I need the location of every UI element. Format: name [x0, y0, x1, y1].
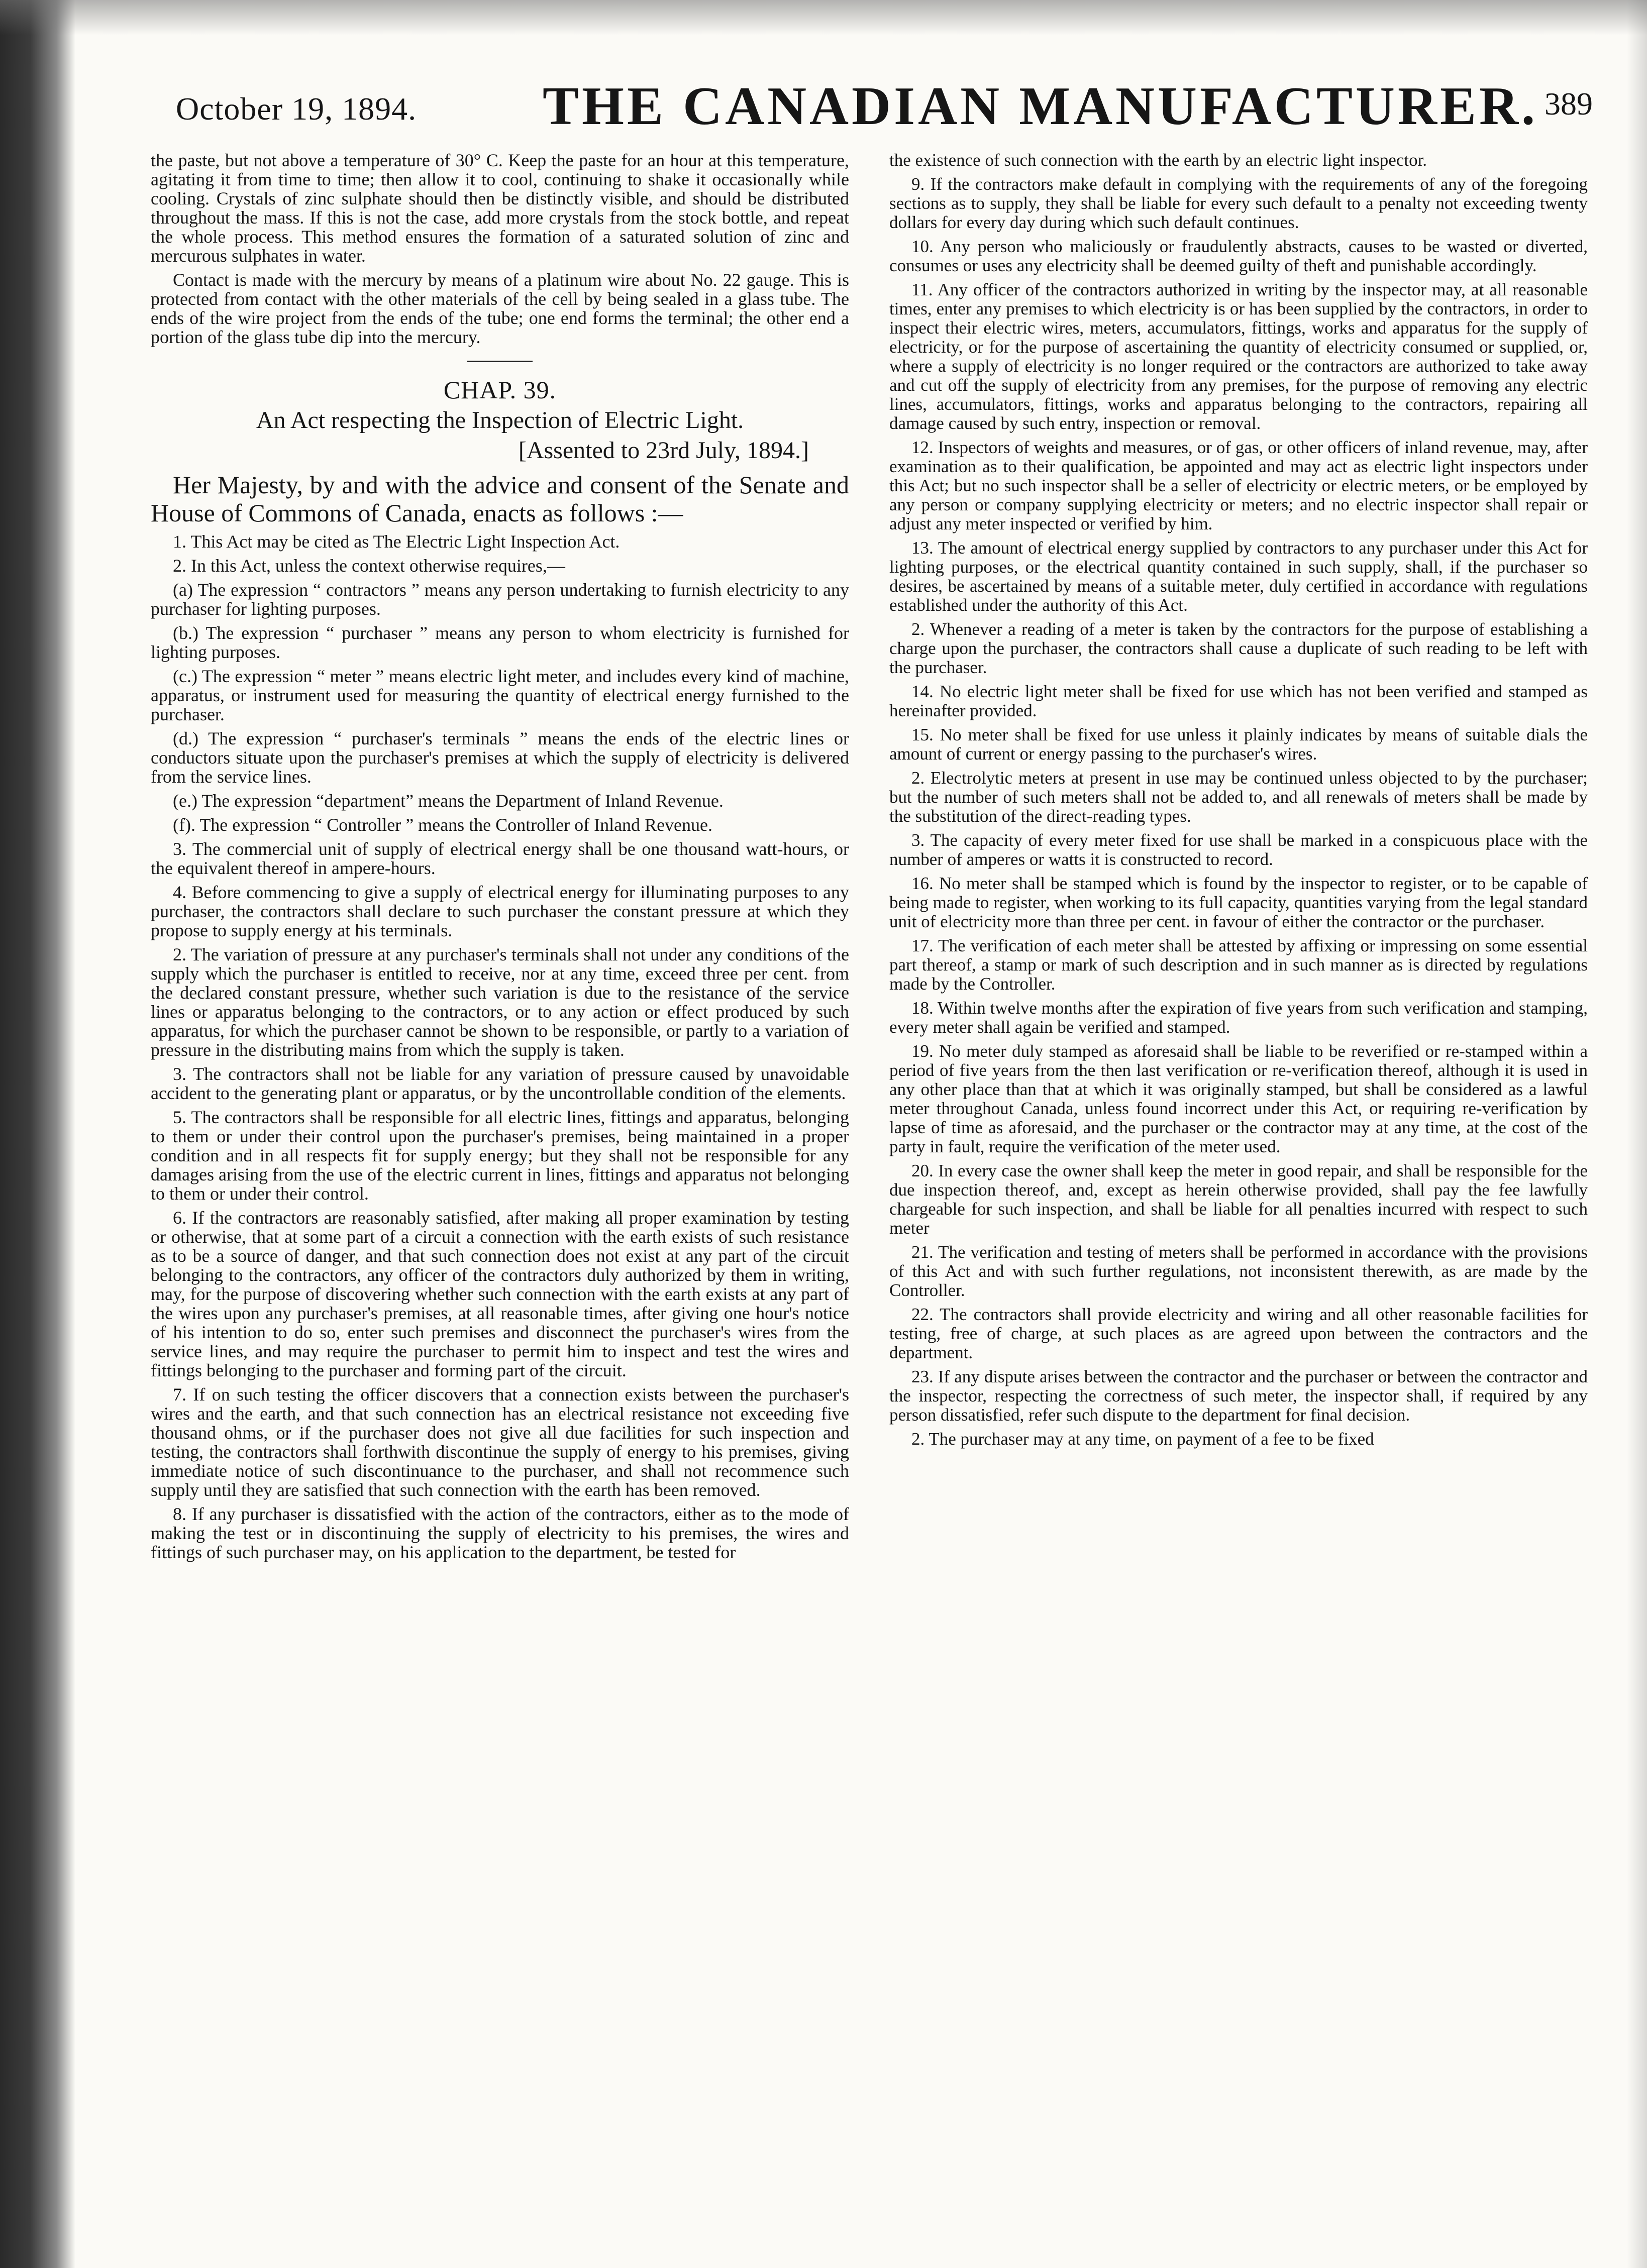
section-divider [467, 361, 533, 362]
scan-right-shadow [1627, 0, 1647, 2268]
section-paragraph: (e.) The expression “department” means the Department of Inland Revenue. [173, 791, 724, 811]
section-paragraph: 10. Any person who maliciously or fraudulently abstracts, causes to be wasted or diverted, consumes or uses any electricity shall be deemed guilty of theft and punishable accordingly. [889, 237, 1588, 275]
section-paragraph: 12. Inspectors of weights and measures, or of gas, or other officers of inland revenue, may, after examination as to their qualification, be appointed and may act as electric light inspectors under this Act; but no such inspector shall be a seller of electricity or electric meters, or be employed by any person or company supplying electricity or meters; and no electric inspector shall repair or adjust any meter inspected or verified by him. [889, 438, 1588, 533]
section-paragraph: 11. Any officer of the contractors authorized in writing by the inspector may, at all reasonable times, enter any premises to which electricity is or has been supplied by the contractors, in order to inspect their electric wires, meters, accumulators, fittings, works and apparatus for the supply of electricity, or for the purpose of ascertaining the quantity of electricity consumed or supplied, or, where a supply of electricity is no longer required or the contractors are authorized to take away and cut off the supply of electricity from any premises, for the purpose of removing any electric lines, accumulators, fittings, works and apparatus belonging to the contractors, repairing all damage caused by such entry, inspection or removal. [889, 280, 1588, 433]
section-paragraph: 1. This Act may be cited as The Electric Light Inspection Act. [173, 531, 620, 552]
intro-paragraph: the paste, but not above a temperature of 30° C. Keep the paste for an hour at this temperature, agitating it from time to time; then allow it to cool, continuing to shake it occasionally while cooling. Crystals of zinc sulphate should then be distinctly visible, and should be distributed throughout the mass. If this is not the case, add more crystals from the stock bottle, and repeat the whole process. This method ensures the formation of a saturated solution of zinc and mercurous sulphates in water. [151, 151, 849, 266]
section-paragraph: (c.) The expression “ meter ” means electric light meter, and includes every kind of machine, apparatus, or instrument used for measuring the quantity of electrical energy furnished to the purchaser. [151, 666, 849, 724]
page-number: 389 [1545, 86, 1593, 122]
section-paragraph: 4. Before commencing to give a supply of electrical energy for illuminating purposes to any purchaser, the contractors shall declare to such purchaser the constant pressure at which they propose to supply energy at his terminals. [151, 882, 849, 940]
masthead-title: THE CANADIAN MANUFACTURER. [543, 76, 1538, 136]
section-paragraph: 9. If the contractors make default in complying with the requirements of any of the foregoing sections as to supply, they shall be liable for every such default to a penalty not exceeding twenty dollars for every day during which such default continues. [889, 174, 1588, 232]
section-paragraph: 2. The variation of pressure at any purchaser's terminals shall not under any conditions of the supply which the purchaser is entitled to receive, nor at any time, exceed three per cent. from the declared constant pressure, whether such variation is due to the resistance of the service lines or apparatus belonging to the contractors, or to any action or effect produced by such apparatus, for which the purchaser cannot be shown to be responsible, or partly to a variation of pressure in the distributing mains from which the supply is taken. [151, 944, 849, 1060]
chapter-heading: CHAP. 39. [443, 376, 557, 404]
section-paragraph: 7. If on such testing the officer discovers that a connection exists between the purchaser's wires and the earth, and that such connection has an electrical resistance not exceeding five thousand ohms, or if the purchaser does not give all due facilities for such inspection and testing, the contractors shall forthwith discontinue the supply of energy to his premises, giving immediate notice of such discontinuance to the purchaser, and shall not recommence such supply until they are satisfied that such connection with the earth has been removed. [151, 1384, 849, 1500]
issue-date: October 19, 1894. [176, 91, 417, 127]
section-paragraph: 2. The purchaser may at any time, on payment of a fee to be fixed [911, 1429, 1374, 1449]
section-paragraph: (d.) The expression “ purchaser's terminals ” means the ends of the electric lines or conductors situate upon the purchaser's premises at which the supply of electricity is delivered from the service lines. [151, 728, 849, 787]
assent-date: [Assented to 23rd July, 1894.] [518, 437, 809, 464]
section-paragraph: 2. Whenever a reading of a meter is taken by the contractors for the purpose of establishing a charge upon the purchaser, the contractors shall cause a duplicate of such reading to be left with the purchaser. [889, 619, 1588, 677]
section-paragraph: (a) The expression “ contractors ” means any person undertaking to furnish electricity to any purchaser for lighting purposes. [151, 580, 849, 619]
section-paragraph: (b.) The expression “ purchaser ” means any person to whom electricity is furnished for lighting purposes. [151, 623, 849, 662]
section-paragraph: 3. The capacity of every meter fixed for use shall be marked in a conspicuous place with the number of amperes or watts it is constructed to record. [889, 830, 1588, 869]
intro-paragraph: Contact is made with the mercury by means of a platinum wire about No. 22 gauge. This is protected from contact with the other materials of the cell by being sealed in a glass tube. The ends of the wire project from the ends of the tube; one end forms the terminal; the other end a portion of the glass tube dip into the mercury. [151, 270, 849, 347]
section-paragraph: 18. Within twelve months after the expiration of five years from such verification and stamping, every meter shall again be verified and stamped. [889, 998, 1588, 1037]
right-sections [889, 151, 1588, 1449]
section-paragraph: 3. The contractors shall not be liable for any variation of pressure caused by unavoidable accident to the generating plant or apparatus, or by the uncontrollable condition of the elements. [151, 1064, 849, 1103]
section-paragraph: 21. The verification and testing of meters shall be performed in accordance with the provisions of this Act and with such further regulations, not inconsistent therewith, as are made by the Controller. [889, 1242, 1588, 1300]
section-paragraph: 5. The contractors shall be responsible for all electric lines, fittings and apparatus, belonging to them or under their control upon the purchaser's premises, being maintained in a proper condition and in all respects fit for supply energy; but they shall not be responsible for any damages arising from the use of the electric current in lines, fittings and apparatus not belonging to them or under their control. [151, 1107, 849, 1204]
section-paragraph: 13. The amount of electrical energy supplied by contractors to any purchaser under this Act for lighting purposes, or the electrical quantity contained in such supply, shall, if the purchaser so desires, be ascertained by means of a suitable meter, duly certified in accordance with regulations established under the authority of this Act. [889, 538, 1588, 615]
section-paragraph: 14. No electric light meter shall be fixed for use which has not been verified and stamped as hereinafter provided. [889, 682, 1588, 720]
scan-top-shadow [0, 0, 1647, 35]
page-header [171, 70, 1603, 146]
section-paragraph: (f). The expression “ Controller ” means the Controller of Inland Revenue. [173, 815, 713, 835]
section-paragraph: the existence of such connection with the earth by an electric light inspector. [889, 151, 1427, 170]
enacting-clause: Her Majesty, by and with the advice and consent of the Senate and House of Commons of Canada, enacts as follows :— [151, 471, 849, 527]
section-paragraph: 3. The commercial unit of supply of electrical energy shall be one thousand watt-hours, or the equivalent thereof in ampere-hours. [151, 839, 849, 878]
section-paragraph: 8. If any purchaser is dissatisfied with the action of the contractors, either as to the mode of making the test or in discontinuing the supply of electricity to his premises, the wires and fittings of such purchaser may, on his application to the department, be tested for [151, 1504, 849, 1562]
section-paragraph: 22. The contractors shall provide electricity and wiring and all other reasonable facilities for testing, free of charge, at such places as are agreed upon between the contractors and the department. [889, 1305, 1588, 1362]
section-paragraph: 19. No meter duly stamped as aforesaid shall be liable to be reverified or re-stamped within a period of five years from the then last verification or re-verification thereof, although it is used in any other place than that at which it was originally stamped, but shall be considered as a lawful meter throughout Canada, unless found incorrect under this Act, or requiring re-verification by lapse of time as aforesaid, and the purchaser or the contractor may at any time, at the cost of the party in fault, require the verification of the meter used. [889, 1041, 1588, 1156]
section-paragraph: 20. In every case the owner shall keep the meter in good repair, and shall be responsible for the due inspection thereof, and, except as herein otherwise provided, shall pay the fee lawfully chargeable for such inspection, and shall be liable for all penalties incurred with respect to such meter [889, 1161, 1588, 1238]
section-paragraph: 6. If the contractors are reasonably satisfied, after making all proper examination by testing or otherwise, that at some part of a circuit a connection with the earth exists of such resistance as to be a source of danger, and that such connection does not exist at any part of the circuit belonging to the contractors, any officer of the contractors duly authorized by them in writing, may, for the purpose of discovering whether such connection with the earth exists at any part of the wires upon any purchaser's premises, at all reasonable times, after giving one hour's notice of his intention to do so, enter such premises and disconnect the purchaser's wires from the service lines, and may require the purchaser to permit him to inspect and test the wires and fittings belonging to the purchaser and forming part of the circuit. [151, 1208, 849, 1380]
section-paragraph: 23. If any dispute arises between the contractor and the purchaser or between the contractor and the inspector, respecting the correctness of such meter, the inspector shall, if required by any person dissatisfied, refer such dispute to the department for final decision. [889, 1367, 1588, 1425]
section-paragraph: 15. No meter shall be fixed for use unless it plainly indicates by means of suitable dials the amount of current or energy passing to the purchaser's wires. [889, 725, 1588, 764]
section-paragraph: 2. In this Act, unless the context otherwise requires,— [173, 556, 565, 576]
right-column [889, 151, 1588, 2250]
act-title: An Act respecting the Inspection of Electric Light. [256, 407, 744, 434]
scan-edge-shadow [0, 0, 75, 2268]
section-paragraph: 16. No meter shall be stamped which is found by the inspector to register, or to be capable of being made to register, when working to its full capacity, quantities varying from the legal standard unit of electricity more than three per cent. in favour of either the contractor or the purchaser. [889, 874, 1588, 931]
left-column [151, 151, 849, 2250]
section-paragraph: 2. Electrolytic meters at present in use may be continued unless objected to by the purchaser; but the number of such meters shall not be added to, and all renewals of meters shall be made by the substitution of the direct-reading types. [889, 768, 1588, 826]
left-sections [151, 532, 849, 1562]
section-paragraph: 17. The verification of each meter shall be attested by affixing or impressing on some essential part thereof, a stamp or mark of such description and in such manner as is directed by regulations made by the Controller. [889, 936, 1588, 994]
